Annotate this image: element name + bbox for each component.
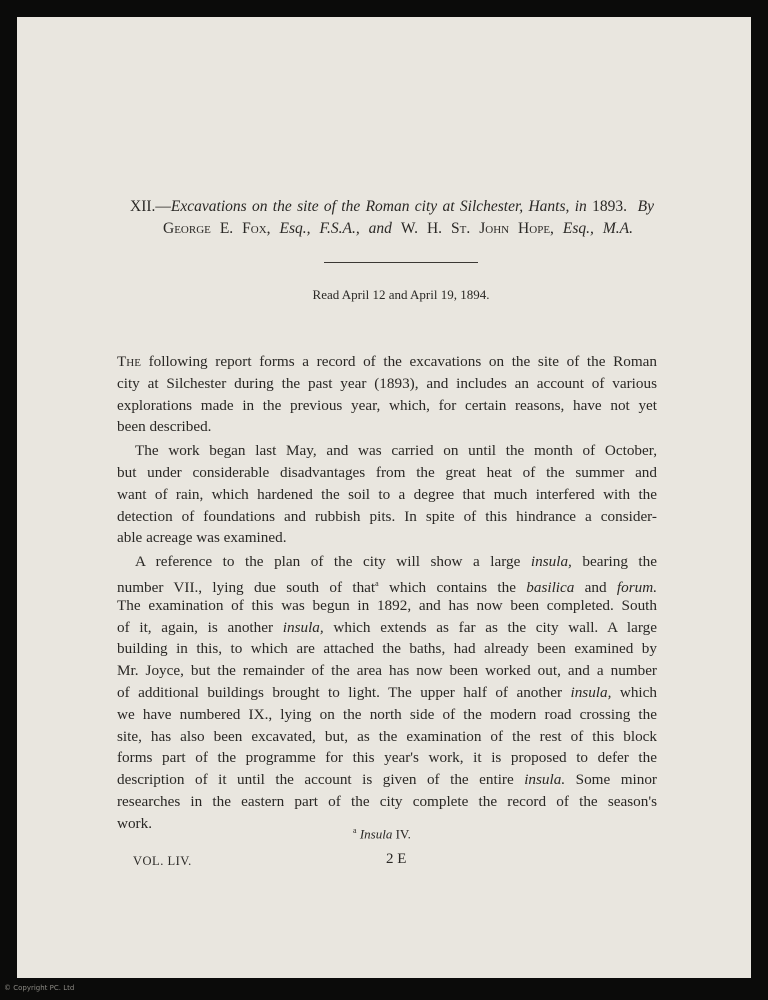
body-text: Some minor	[565, 771, 657, 789]
body-line: work.	[117, 814, 153, 832]
body-line: city at Silchester during the past year (1893), and includes an account of various	[117, 374, 657, 392]
article-authors-line	[163, 219, 633, 239]
body-text: of additional buildings brought to light. The upper half of another	[117, 683, 571, 701]
footnote-marker: a	[375, 578, 379, 588]
body-line: but under considerable disadvantages from the great heat of the summer and	[117, 463, 657, 481]
divider-rule-top	[324, 262, 478, 263]
body-text: description of it until the account is given of the entire	[117, 771, 525, 789]
body-text: number VII., lying due south of that	[117, 579, 376, 597]
volume-label: VOL. LIV.	[133, 854, 192, 868]
footnote-mark: a	[353, 826, 357, 835]
body-italic: insula,	[570, 683, 612, 701]
body-text: which contains the	[378, 579, 527, 597]
body-italic: basilica	[526, 579, 575, 597]
signature-mark: 2 E	[386, 851, 407, 867]
body-italic: insula,	[530, 553, 572, 571]
body-line: been described.	[117, 418, 212, 436]
body-line	[117, 573, 657, 595]
article-year: 1893.	[586, 198, 627, 215]
body-italic: forum.	[616, 579, 657, 597]
drop-word: The	[117, 353, 141, 370]
body-line	[117, 351, 657, 373]
body-line: The work began last May, and was carried on until the month of October,	[135, 442, 657, 460]
article-body	[117, 351, 657, 835]
copyright-watermark: © Copyright PC. Ltd	[4, 984, 75, 992]
author-2-name: W. H. St. John Hope,	[400, 220, 554, 237]
by-word: By	[637, 198, 654, 215]
body-line: forms part of the programme for this year's work, it is proposed to defer the	[117, 749, 657, 767]
body-text: which	[611, 683, 657, 701]
body-line: explorations made in the previous year, which, for certain reasons, have not yet	[117, 396, 657, 414]
article-title: Excavations on the site of the Roman city at Silchester, Hants, in	[170, 198, 587, 215]
body-italic: insula.	[524, 771, 566, 789]
body-text: A reference to the plan of the city will show a large	[135, 553, 531, 571]
body-text: which extends as far as the city wall. A large	[323, 618, 657, 636]
body-italic: insula,	[282, 618, 324, 636]
document-page	[17, 17, 751, 978]
author-1-qualifications: Esq., F.S.A., and	[279, 220, 392, 237]
body-line: The examination of this was begun in 1892, and has now been completed. South	[117, 596, 657, 614]
footnote-text: IV.	[392, 826, 411, 842]
body-line: we have numbered IX., lying on the north side of the modern road crossing the	[117, 705, 657, 723]
read-date-line: Read April 12 and April 19, 1894.	[312, 287, 490, 302]
body-line: want of rain, which hardened the soil to a degree that much interfered with the	[117, 485, 657, 503]
author-2-qualifications: Esq., M.A.	[562, 220, 634, 237]
body-text: of it, again, is another	[117, 618, 283, 636]
body-line: detection of foundations and rubbish pits. In spite of this hindrance a consider-	[117, 507, 657, 525]
body-line: building in this, to which are attached the baths, had already been examined by	[117, 640, 657, 658]
article-title-line-1	[130, 197, 654, 217]
article-numeral: XII.—	[130, 198, 171, 215]
body-text: and	[574, 579, 617, 597]
body-text: bearing the	[571, 553, 657, 571]
body-line	[117, 617, 657, 639]
body-line: Mr. Joyce, but the remainder of the area has now been worked out, and a number	[117, 662, 657, 680]
footnote	[353, 823, 473, 842]
body-line	[117, 551, 657, 573]
body-line: site, has also been excavated, but, as the examination of the rest of this block	[117, 727, 657, 745]
author-1-name: George E. Fox,	[163, 220, 271, 237]
body-line: researches in the eastern part of the city complete the record of the season's	[117, 792, 657, 810]
body-text: following report forms a record of the excavations on the site of the Roman	[140, 353, 657, 370]
footnote-italic: Insula	[359, 826, 393, 842]
body-line: able acreage was examined.	[117, 529, 287, 547]
body-line	[117, 769, 657, 791]
body-line	[117, 682, 657, 704]
